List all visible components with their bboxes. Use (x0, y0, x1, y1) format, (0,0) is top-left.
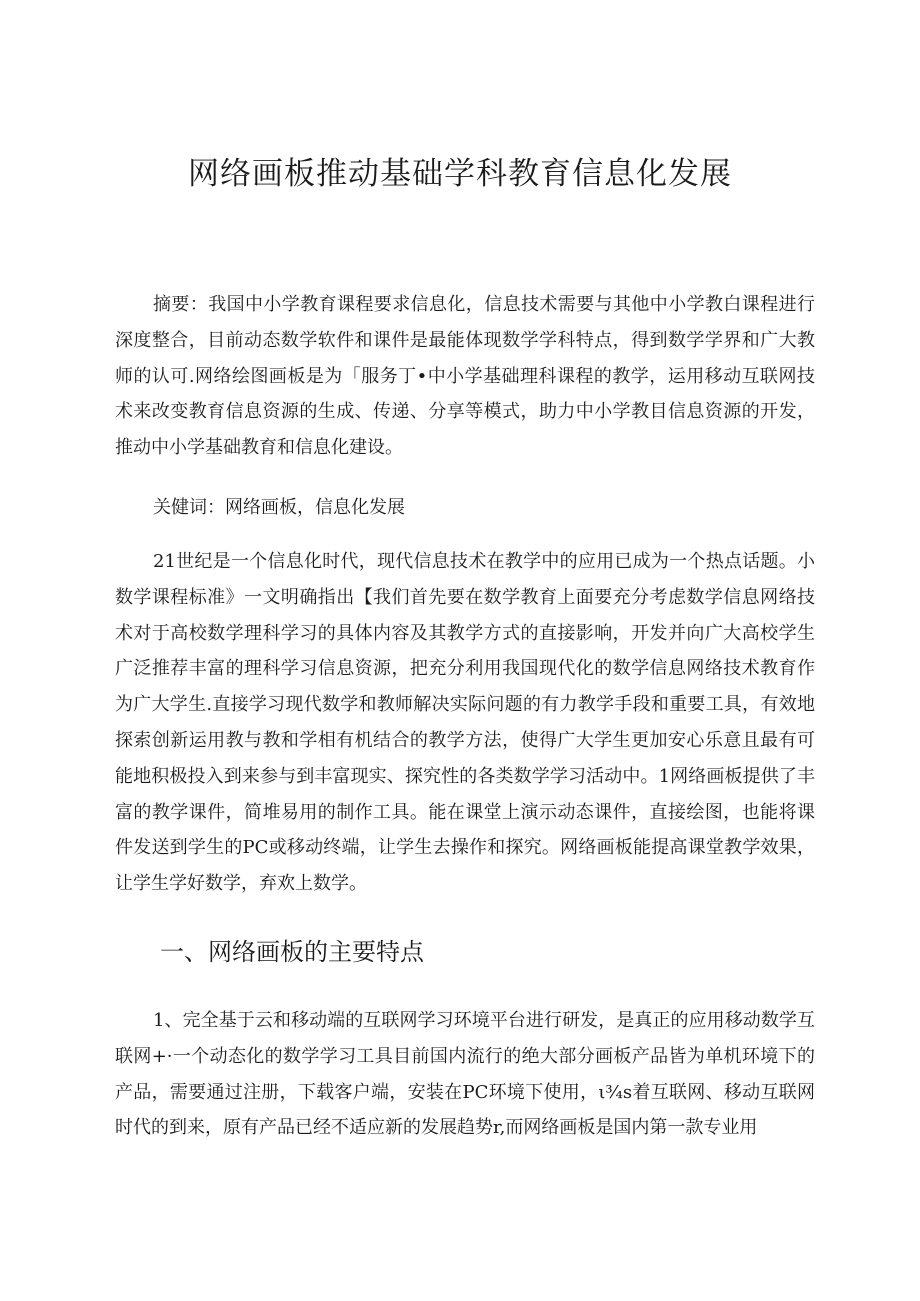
point-paragraph: 1、完全基于云和移动端的互联网学习环境平台进行研发，是真正的应用移动数学互联网+·一个动态化的数学学习工具目前国内流行的绝大部分画板产品皆为单机环境下的产品，需要通过注册，下载客户端，安装在PC环境下使用，ι¾s着互联网、移动互联网时代的到来，原有产品已经不适应新的发展趋势r,而网络画板是国内第一款专业用 (115, 1010, 815, 1139)
document-title: 网络画板推动基础学科教育信息化发展 (188, 156, 732, 192)
intro-paragraph: 21世纪是一个信息化时代，现代信息技术在教学中的应用已成为一个热点话题。小数学课程标准》一文明确指出【我们首先要在数学教育上面要充分考虑数学信息网络技术对于高校数学理科学习的具体内容及其教学方式的直接影响，开发并向广大高校学生广泛推荐丰富的理科学习信息资源，把充分利用我国现代化的数学信息网络技术教育作为广大学生.直接学习现代数学和教师解决实际问题的有力教学手段和重要工具，有效地探索创新运用教与教和学相有机结合的教学方法，使得广大学生更加安心乐意且最有可能地积极投入到来参与到丰富现实、探究性的各类数学学习活动中。1网络画板提供了丰富的教学课件，简堆易用的制作工具。能在课堂上演示动态课件，直接绘图，也能将课件发送到学生的PC或移动终端，让学生去操作和探究。网络画板能提高课堂教学效果，让学生学好数学，弃欢上数学。 (115, 551, 815, 895)
keywords-paragraph: 关健词：网络画板，信息化发展 (153, 497, 405, 518)
abstract-paragraph: 摘要：我国中小学教育课程要求信息化，信息技术需要与其他中小学教白课程进行深度整合，目前动态数学软件和课件是最能体现数学学科特点，得到数学学界和广大教师的认可.网络绘图画板是为「服务丁•中小学基础理科课程的教学，运用移动互联网技术来改变教育信息资源的生成、传递、分享等模式，助力中小学教目信息资源的开发，推动中小学基础教育和信息化建设。 (115, 294, 815, 459)
section-heading: 一、网络画板的主要特点 (160, 938, 424, 966)
